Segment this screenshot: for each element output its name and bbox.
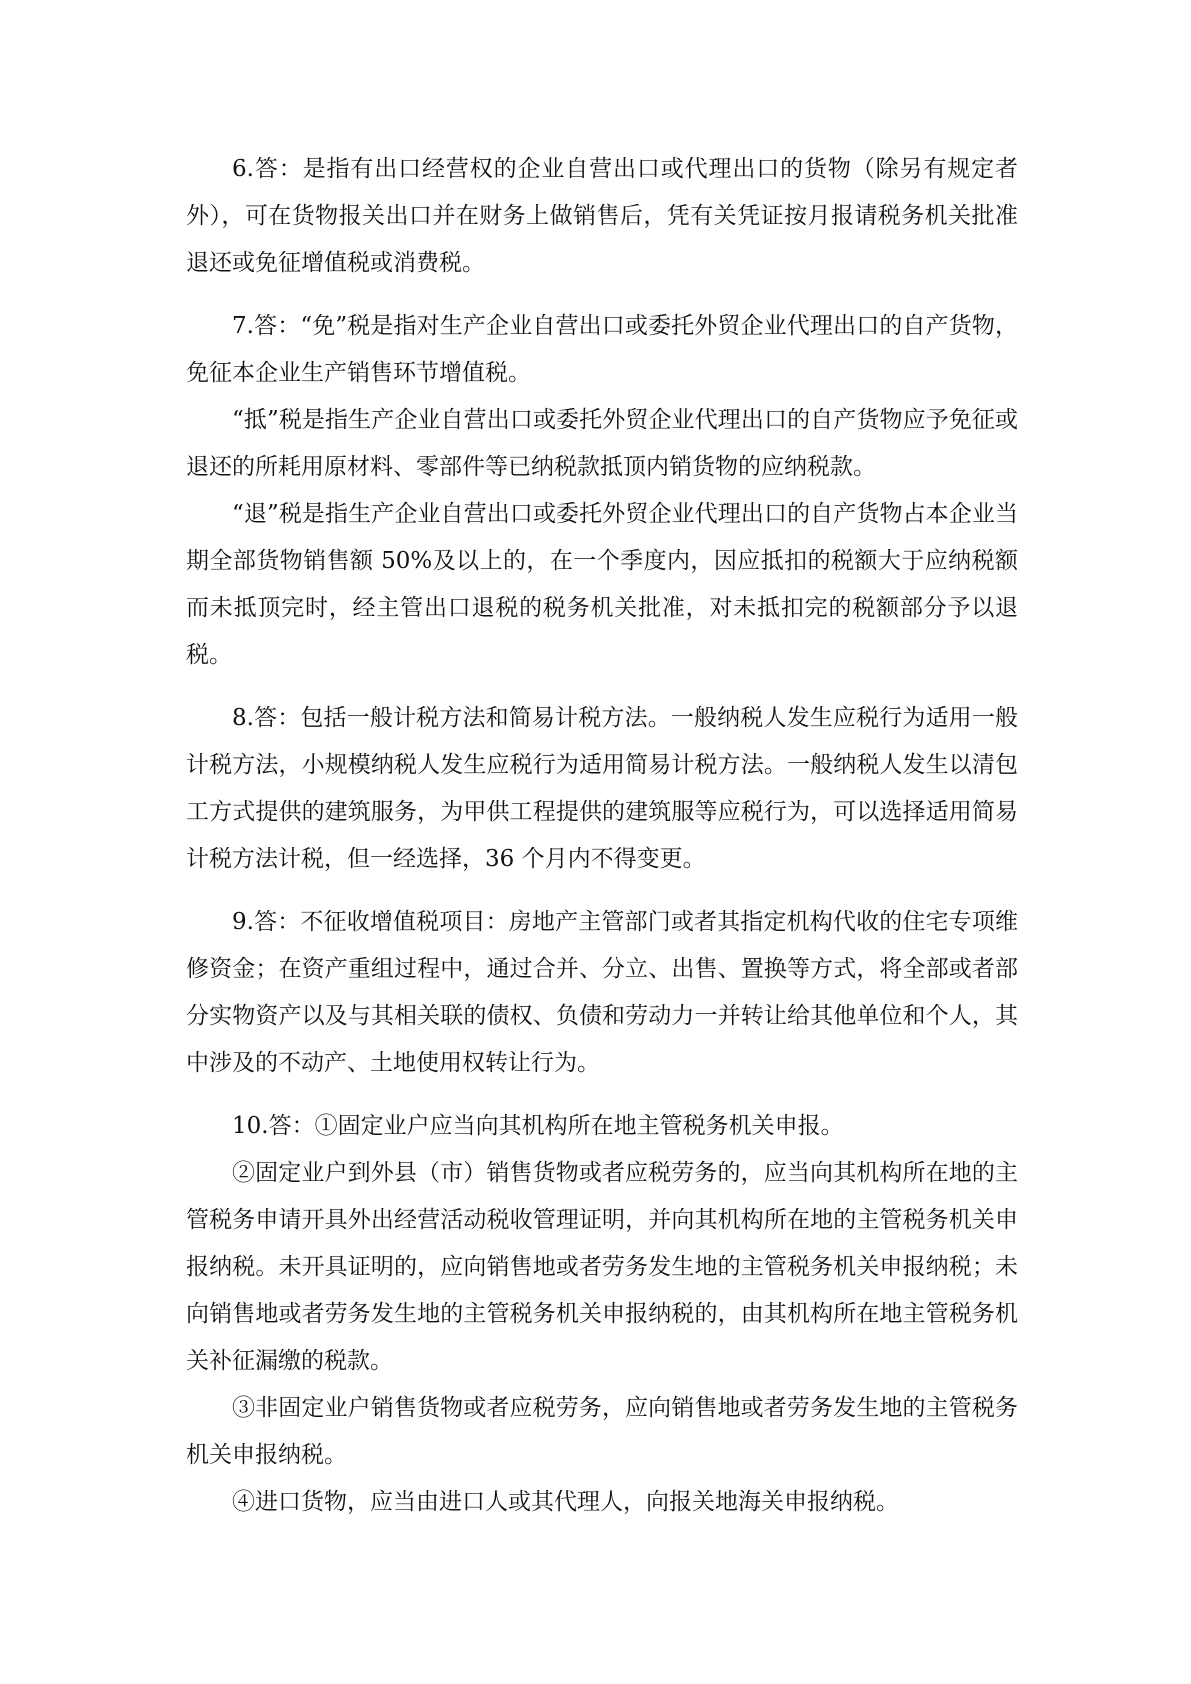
answer-8-paragraph: 8.答：包括一般计税方法和简易计税方法。一般纳税人发生应税行为适用一般计税方法，小规模纳税人发生应税行为适用简易计税方法。一般纳税人发生以清包工方式提供的建筑服务，为甲供工程提供的建筑服等应税行为，可以选择适用简易计税方法计税，但一经选择，36 个月内不得变更。 [186, 705, 1018, 872]
answer-9-paragraph: 9.答：不征收增值税项目：房地产主管部门或者其指定机构代收的住宅专项维修资金；在资产重组过程中，通过合并、分立、出售、置换等方式，将全部或者部分实物资产以及与其相关联的债权、负债和劳动力一并转让给其他单位和个人，其中涉及的不动产、土地使用权转让行为。 [186, 909, 1018, 1076]
answer-10-item-2-paragraph: ②固定业户到外县（市）销售货物或者应税劳务的，应当向其机构所在地的主管税务申请开具外出经营活动税收管理证明，并向其机构所在地的主管税务机关申报纳税。未开具证明的，应向销售地或者劳务发生地的主管税务机关申报纳税；未向销售地或者劳务发生地的主管税务机关申报纳税的，由其机构所在地主管税务机关补征漏缴的税款。 [186, 1160, 1018, 1374]
answer-10-item-3-paragraph: ③非固定业户销售货物或者应税劳务，应向销售地或者劳务发生地的主管税务机关申报纳税。 [186, 1395, 1018, 1468]
answer-7-paragraph: 7.答：“免”税是指对生产企业自营出口或委托外贸企业代理出口的自产货物，免征本企业生产销售环节增值税。 [186, 313, 1018, 386]
answer-7-di-paragraph: “抵”税是指生产企业自营出口或委托外贸企业代理出口的自产货物应予免征或退还的所耗用原材料、零部件等已纳税款抵顶内销货物的应纳税款。 [186, 407, 1018, 480]
answer-10-item-4-paragraph: ④进口货物，应当由进口人或其代理人，向报关地海关申报纳税。 [232, 1489, 899, 1515]
answer-7-tui-paragraph: “退”税是指生产企业自营出口或委托外贸企业代理出口的自产货物占本企业当期全部货物销售额 50%及以上的，在一个季度内，因应抵扣的税额大于应纳税额而未抵顶完时，经主管出口退税的税务机关批准，对未抵扣完的税额部分予以退税。 [186, 501, 1018, 668]
document-page [186, 146, 1018, 1526]
answer-10-paragraph: 10.答：①固定业户应当向其机构所在地主管税务机关申报。 [232, 1113, 844, 1139]
answer-6-paragraph: 6.答：是指有出口经营权的企业自营出口或代理出口的货物（除另有规定者外），可在货物报关出口并在财务上做销售后，凭有关凭证按月报请税务机关批准退还或免征增值税或消费税。 [186, 156, 1018, 276]
